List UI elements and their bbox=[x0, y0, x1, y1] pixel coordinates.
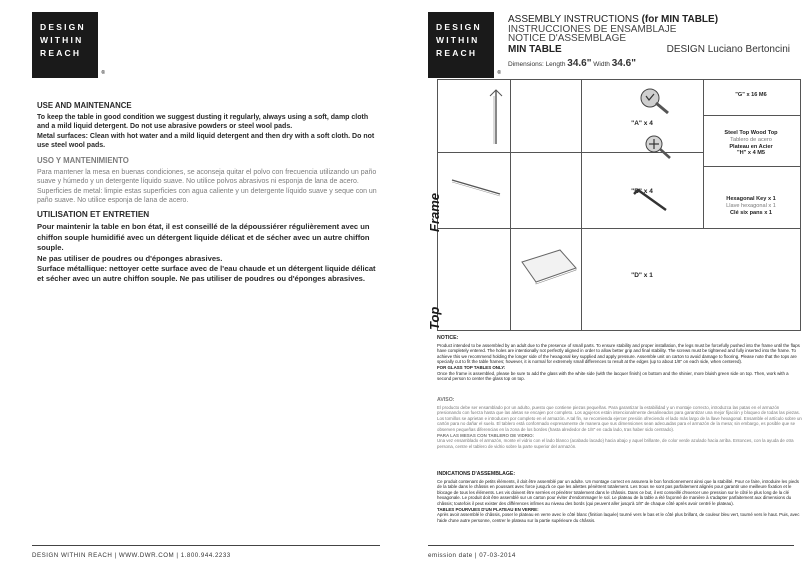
hardware-h-label bbox=[703, 130, 799, 157]
screw-g-icon bbox=[638, 86, 672, 116]
notice-fr-glass-body: Après avoir assemblé le châssis, poser le plateau en verre avec le côté blanc (finition laquée) tourné vers le bas et le côté plus brillant, de couleur bleu vert, tourné vers le haut. Puis, avec l'aide d'une autre personne, centrer le plateau sur la partie supérieure du châssis. bbox=[437, 512, 800, 523]
maintenance-fr-para: Surface métallique: nettoyer cette surface avec de l'eau chaude et un détergent liquide délicat et sécher avec un autre chiffon souple. Ne pas utiliser de poudres ou d'éponges abrasives. bbox=[37, 264, 376, 284]
right-page bbox=[404, 0, 808, 571]
parts-grid bbox=[437, 79, 801, 331]
hex-key-icon bbox=[628, 186, 672, 216]
logo-line-3: REACH bbox=[40, 48, 82, 58]
maintenance-es-para: Para mantener la mesa en buenas condiciones, se aconseja quitar el polvo con frecuencia utilizando un paño suave y húmedo y un detergente líquido suave. No utilice polvos abrasivos ni esponja de lana de acero. bbox=[37, 168, 377, 186]
hardware-g-text: "G" x 16 M6 bbox=[735, 92, 767, 98]
maintenance-en bbox=[37, 101, 377, 151]
notice-es-body: El producto debe ser ensamblado por un adulto, puesto que contiene piezas pequeñas. Para garantizar la estabilidad y un montaje correcto, introduzca las patas en el armazón presionando con fuerza hasta que las aletas se encajen por completo. Los agujeros están intencionalmente desalineados para garantizar una mejor fijación y bloqueo de todas las piezas. Los tornillos se aprietan e introducen por completo en el armazón. A tal fin, se recomienda ejercer presión ofreciendo el lado más largo de la llave hexagonal. Ensamble el artículo sobre un cartón para no dañar el suelo. El tablero está conformado expresamente de manera que sus dimensiones sean adecuadas para el armazón de la mesa; sin embargo, es posible que se observen pequeñas diferencias en la zona de los bordes (hasta alrededor de 1/8" en cada lado, tras haber sido centrado). bbox=[437, 404, 802, 432]
hardware-key-label bbox=[703, 196, 799, 216]
maintenance-en-heading: USE AND MAINTENANCE bbox=[37, 101, 132, 110]
title-main: ASSEMBLY INSTRUCTIONS bbox=[508, 14, 639, 25]
section-top-label: Top bbox=[427, 306, 442, 330]
leg-a-drawing bbox=[486, 86, 514, 148]
emission-date: emission date | 07-03-2014 bbox=[428, 552, 516, 559]
hardware-g-label bbox=[703, 92, 799, 99]
notice-en-body: Product intended to be assembled by an adult due to the presence of small parts. To ensure stability and proper installation, the legs must be forcefully pushed into the frame until the flaps have completely entered. The holes are intentionally not perfectly aligned in order to allow better grip and final stability. The screws must be tightened and fully inserted into the frame. To achieve this we recommend holding the longer side of the hexagonal key supplied and apply pressure. Assemble unit on carton to avoid damage to flooring. Please note that the tops are specially cut to fit the table frames; however, it is normal for extremely small differences to result at the edges (up to about 1/8" on each side, when centered). bbox=[437, 342, 800, 365]
maintenance-en-para: Metal surfaces: Clean with hot water and a mild liquid detergent and then dry with a soft cloth. Do not use steel wool pads. bbox=[37, 132, 375, 150]
maintenance-es-heading: USO Y MANTENIMIENTO bbox=[37, 156, 129, 165]
maintenance-es bbox=[37, 156, 377, 206]
part-b-label: "B" x 4 bbox=[631, 188, 653, 195]
hardware-h-qty: "H" x 4 M5 bbox=[737, 150, 765, 157]
dwr-logo bbox=[428, 12, 501, 78]
title-fr: NOTICE D'ASSEMBLAGE bbox=[508, 33, 627, 44]
notice-es-glass-heading: PARA LAS MESAS CON TABLERO DE VIDRIO: bbox=[437, 432, 535, 438]
dims-width-label: Width bbox=[593, 61, 610, 68]
maintenance-en-para: To keep the table in good condition we suggest dusting it regularly, always using a soft, damp cloth and a mild liquid detergent. Do not use abrasive powders or steel wool pads. bbox=[37, 113, 369, 131]
dims-prefix: Dimensions: Length bbox=[508, 61, 566, 68]
registered-mark: ® bbox=[101, 70, 105, 76]
dims-width: 34.6" bbox=[611, 58, 636, 69]
logo-line-3: REACH bbox=[436, 48, 478, 58]
designer-name: DESIGN Luciano Bertoncini bbox=[666, 44, 790, 55]
dwr-logo bbox=[32, 12, 105, 78]
hardware-key-fr: Clé six pans x 1 bbox=[730, 209, 772, 216]
hardware-h-en: Steel Top Wood Top bbox=[724, 130, 778, 136]
notice-en-glass-body: Once the frame is assembled, please be sure to add the glass with the white side (with the lacquer finish) on bottom and the shinier, more bluish green side on top. Then, work with a second person to center the glass top on top. bbox=[437, 370, 789, 382]
hardware-h-es: Tablero de acero bbox=[730, 136, 772, 143]
notice-fr-body: Ce produit contenant de petits éléments, il doit être assemblé par un adulte. Un montage correct en assurera le bon fonctionnement ainsi que la stabilité. Pour ce faire, introduire les pieds de la table dans le châssis en poussant avec force jusqu'à ce que les ailettes pénètrent totalement. Les trous ne sont pas parfaitement alignés pour garantir une meilleure fixation et le blocage de tous les éléments. Les vis doivent être serrées et pénétrer totalement dans le châssis. Dans ce but, il est conseillé d'exercer une pression sur le côté le plus long de la clé hexagonale. Le produit doit être assemblé sur un carton pour éviter d'endommager le sol. Le plateau de la table a été façonné de manière à s'adapter parfaitement aux dimensions du châssis; toutefois il peut exister des différences infimes au niveau des bords (qui peuvent aller jusqu'à 1/8" de chaque côté après avoir centré le plateau). bbox=[437, 478, 799, 506]
part-a-label: "A" x 4 bbox=[631, 120, 653, 127]
maintenance-fr-heading: UTILISATION ET ENTRETIEN bbox=[37, 210, 150, 219]
logo-line-2: WITHIN bbox=[436, 35, 480, 45]
maintenance-fr bbox=[37, 210, 377, 285]
dimensions bbox=[508, 58, 636, 69]
hardware-key-es: Llave hexagonal x 1 bbox=[726, 202, 776, 209]
maintenance-fr-para: Pour maintenir la table en bon état, il est conseillé de la dépoussiérer régulièrement avec un chiffon souple humidifié avec un détergent liquide délicat et de sécher avec un autre chiffon souple. bbox=[37, 222, 370, 253]
registered-mark: ® bbox=[497, 70, 501, 76]
footer-divider bbox=[428, 545, 794, 546]
dims-length: 34.6" bbox=[567, 58, 592, 69]
maintenance-fr-para: Ne pas utiliser de poudres ou d'éponges abrasives. bbox=[37, 253, 223, 263]
title-es: INSTRUCCIONES DE ENSAMBLAJE bbox=[508, 24, 677, 35]
logo-line-2: WITHIN bbox=[40, 35, 84, 45]
notice-es-glass-body: Una vez ensamblado el armazón, monte el vidrio con el lado blanco (acabado lacado) hacia abajo y aquel brillante, de color verde azulado hacia arriba. Entonces, con la ayuda de otra persona, centre el tablero de vidrio sobre la parte superior del armazón. bbox=[437, 438, 794, 449]
notice-fr bbox=[437, 472, 802, 523]
notice-es-heading: AVISO: bbox=[437, 397, 455, 403]
logo-line-1: DESIGN bbox=[436, 22, 482, 32]
screw-h-icon bbox=[644, 134, 674, 162]
notice-en bbox=[437, 336, 802, 382]
hardware-key-en: Hexagonal Key x 1 bbox=[726, 196, 776, 202]
notice-en-heading: NOTICE: bbox=[437, 335, 459, 341]
title-for: (for MIN TABLE) bbox=[641, 14, 719, 25]
part-d-label: "D" x 1 bbox=[631, 272, 653, 279]
notice-en-glass-heading: FOR GLASS TOP TABLES ONLY: bbox=[437, 364, 506, 370]
bar-b-drawing bbox=[448, 176, 506, 200]
notice-fr-heading: INDICATIONS D'ASSEMBLAGE: bbox=[437, 471, 516, 477]
hardware-h-fr: Plateau en Acier bbox=[729, 143, 773, 150]
notice-es bbox=[437, 398, 802, 449]
glass-top-drawing bbox=[516, 240, 580, 290]
footer-divider bbox=[32, 545, 380, 546]
model-name: MIN TABLE bbox=[508, 44, 562, 55]
footer-contact: DESIGN WITHIN REACH | WWW.DWR.COM | 1.800.944.2233 bbox=[32, 552, 231, 559]
section-frame-label: Frame bbox=[427, 192, 442, 232]
maintenance-es-para: Superficies de metal: limpie estas superficies con agua caliente y un detergente líquido suave y seque con un paño suave. No utilice esponja de lana de acero. bbox=[37, 187, 377, 205]
logo-line-1: DESIGN bbox=[40, 22, 86, 32]
notice-fr-glass-heading: TABLES POURVUES D'UN PLATEAU EN VERRE: bbox=[437, 506, 539, 512]
